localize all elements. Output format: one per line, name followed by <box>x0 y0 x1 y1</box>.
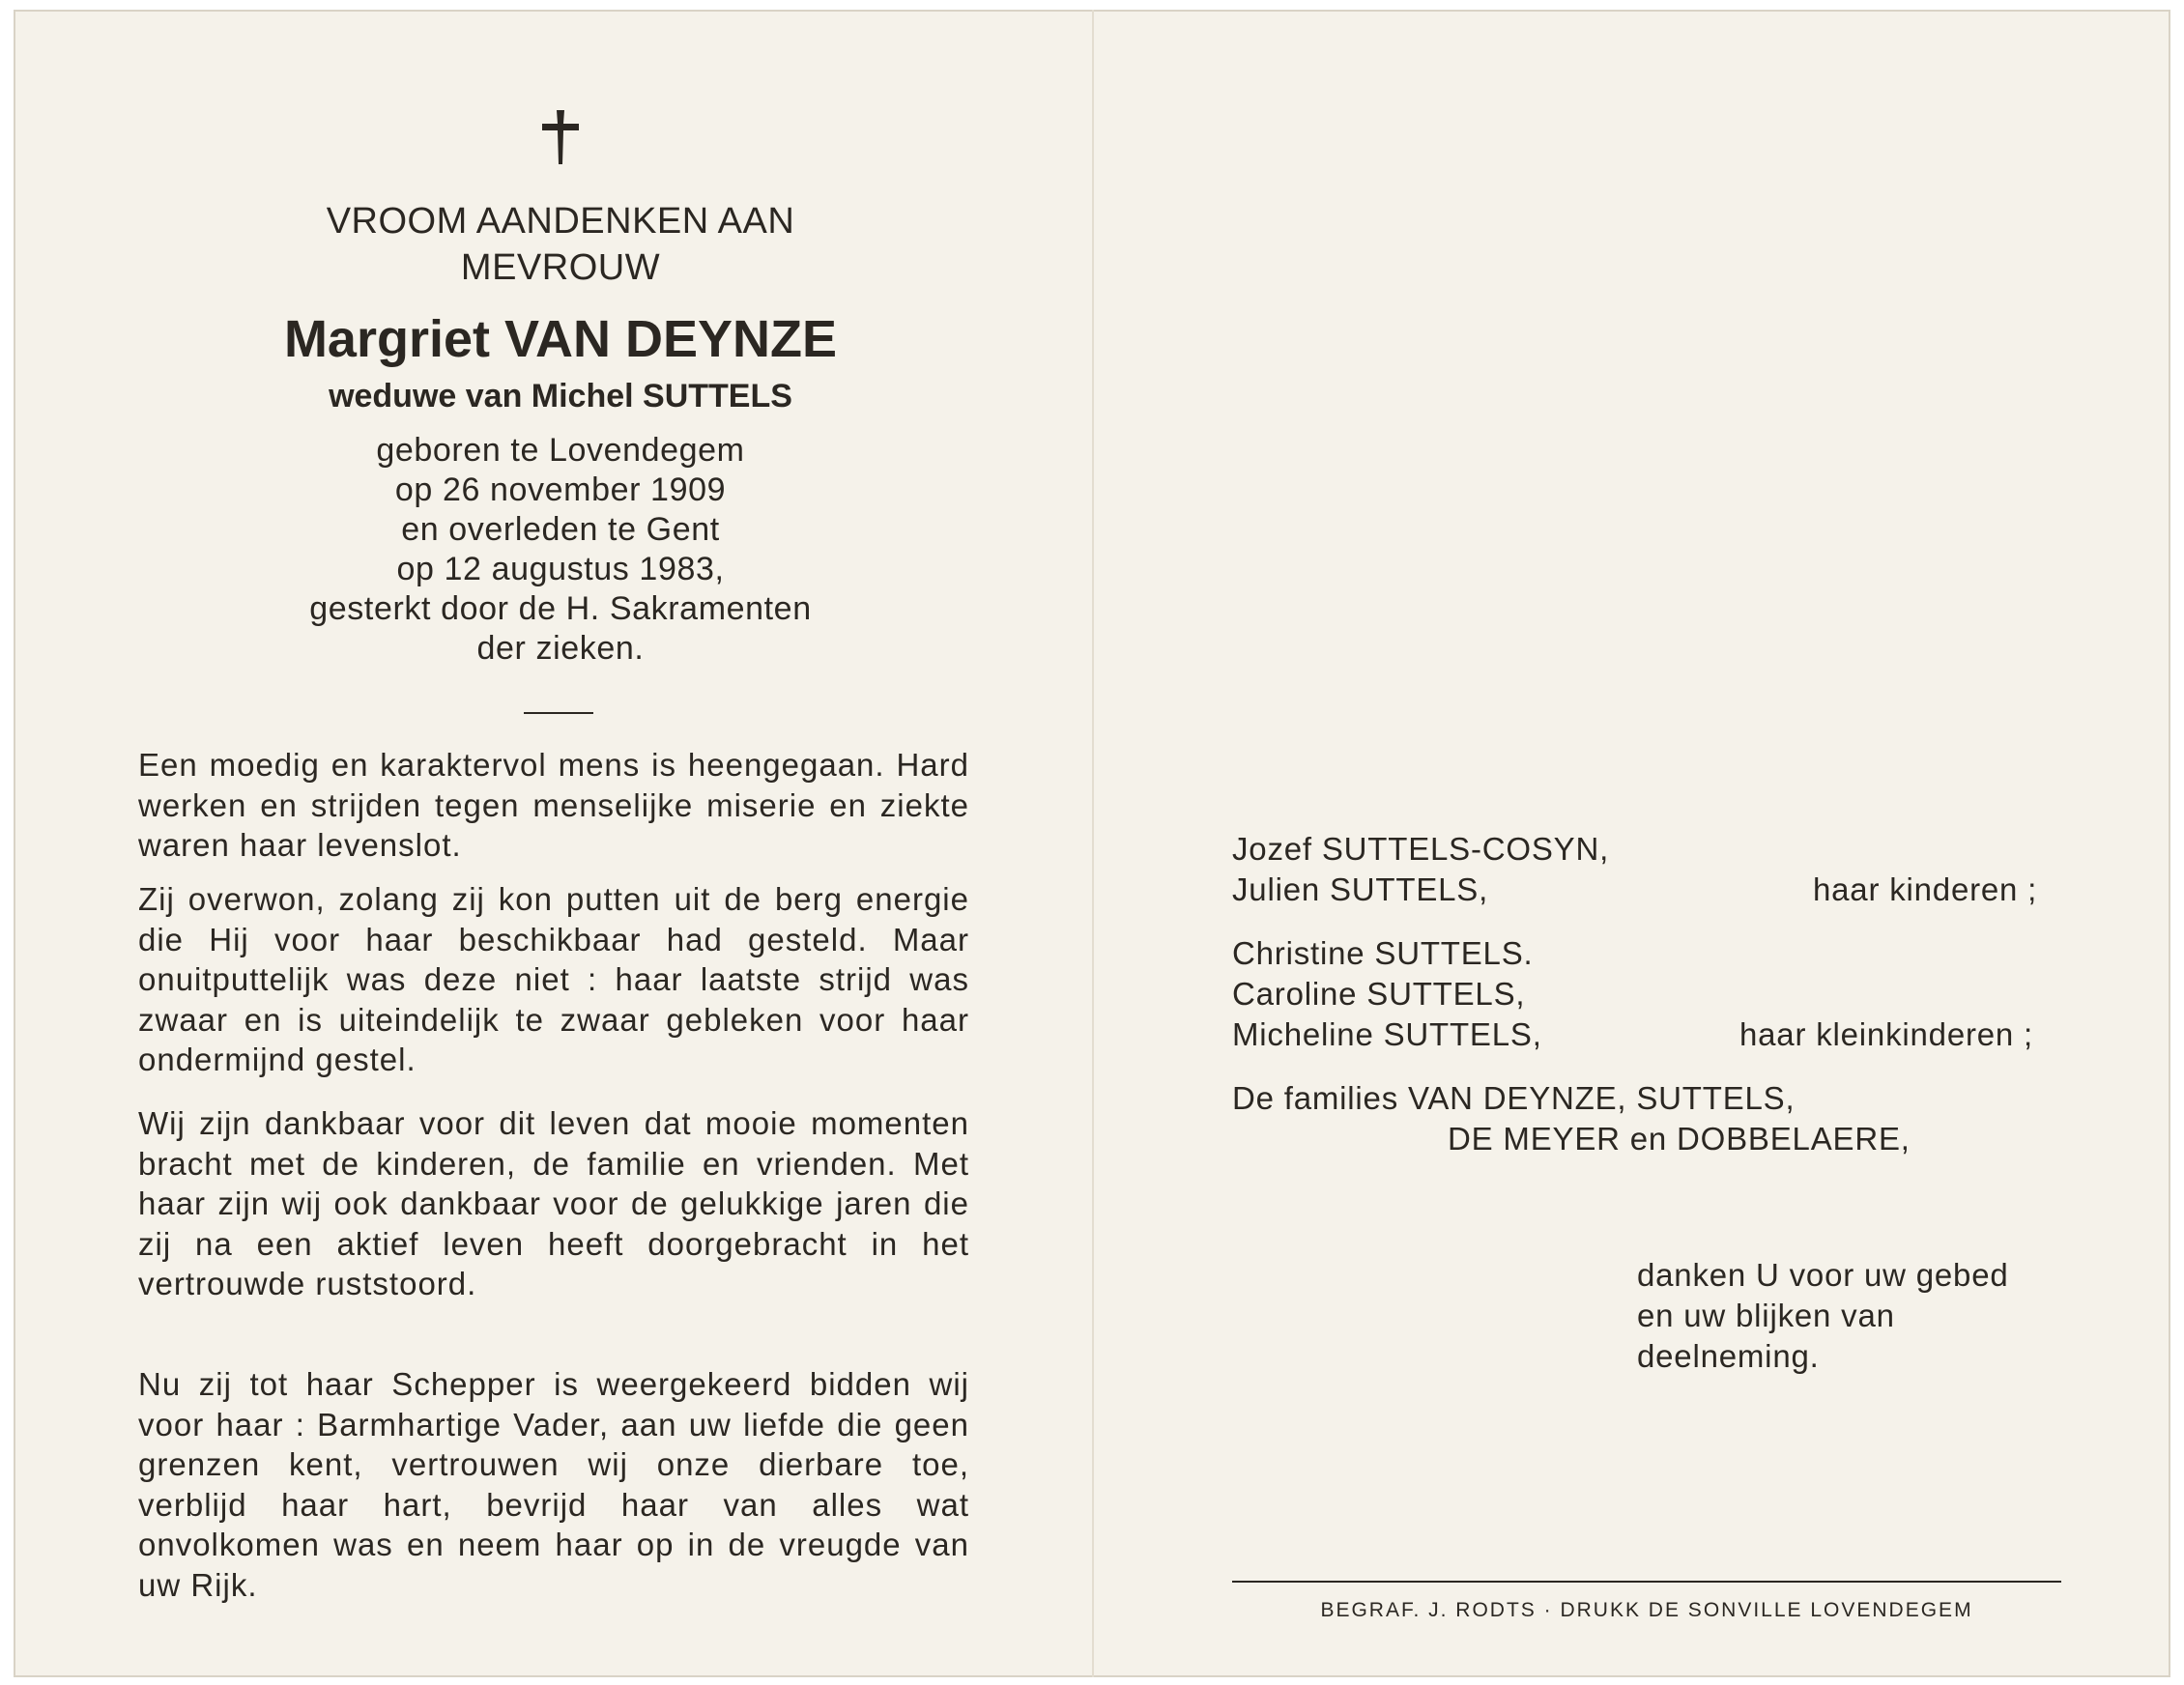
bio-line: op 12 augustus 1983, <box>396 551 725 587</box>
bio-line: gesterkt door de H. Sakramenten <box>309 590 812 627</box>
paragraph: Een moedig en karaktervol mens is heengegaan. Hard werken en strijden tegen menselijke miserie en ziekte waren haar levenslot. <box>138 747 969 863</box>
families-line: DE MEYER en DOBBELAERE, <box>1448 1121 1911 1157</box>
children-label: haar kinderen ; <box>1813 871 2038 907</box>
grandchild-name: Christine SUTTELS. <box>1232 935 1534 971</box>
thanks-line: en uw blijken van <box>1637 1298 1895 1333</box>
families-line: De families VAN DEYNZE, SUTTELS, <box>1232 1080 1796 1116</box>
card-fold <box>1092 10 1094 1677</box>
bio-line: op 26 november 1909 <box>394 471 727 508</box>
thanks-line: danken U voor uw gebed <box>1637 1257 2009 1293</box>
deceased-name: Margriet VAN DEYNZE <box>283 310 838 368</box>
biography <box>126 431 995 669</box>
paragraph: Zij overwon, zolang zij kon putten uit de berg energie die Hij voor haar beschikbaar had gesteld. Maar onuitputtelijk was deze niet : haar laatste strijd was zwaar en is uiteindelijk te zwaar gebleken voor haar ondermijnd gestel. <box>138 881 969 1077</box>
thanks-line: deelneming. <box>1637 1338 1820 1374</box>
grandchild-name: Caroline SUTTELS, <box>1232 976 1526 1012</box>
printer-credit: BEGRAF. J. RODTS · DRUKK DE SONVILLE LOVENDEGEM <box>1320 1599 1973 1621</box>
grandchild-name: Micheline SUTTELS, <box>1232 1016 1542 1052</box>
bio-line: en overleden te Gent <box>401 511 720 548</box>
header-line: VROOM AANDENKEN AAN <box>326 201 795 242</box>
bio-line: der zieken. <box>476 630 645 667</box>
cross-icon <box>536 108 585 166</box>
printer-rule <box>1232 1581 2061 1583</box>
paragraph: Nu zij tot haar Schepper is weergekeerd bidden wij voor haar : Barmhartige Vader, aan uw liefde die geen grenzen kent, vertrouwen wij onze dierbare toe, verblijd haar hart, bevrijd haar van alles wat onvolkomen was en neem haar op in de vreugde van uw Rijk. <box>138 1366 969 1603</box>
widow-of: weduwe van Michel SUTTELS <box>329 378 792 414</box>
child-name: Julien SUTTELS, <box>1232 871 1489 907</box>
separator-dash <box>524 712 593 714</box>
grandchildren-label: haar kleinkinderen ; <box>1739 1016 2034 1052</box>
child-name: Jozef SUTTELS-COSYN, <box>1232 831 1610 867</box>
bio-line: geboren te Lovendegem <box>376 432 745 469</box>
memorial-header <box>126 198 995 291</box>
paragraph: Wij zijn dankbaar voor dit leven dat mooie momenten bracht met de kinderen, de familie en vrienden. Met haar zijn wij ook dankbaar voor de gelukkige jaren die zij na een aktief leven heeft doorgebracht in het vertrouwde ruststoord. <box>138 1105 969 1301</box>
header-line: MEVROUW <box>460 247 661 288</box>
